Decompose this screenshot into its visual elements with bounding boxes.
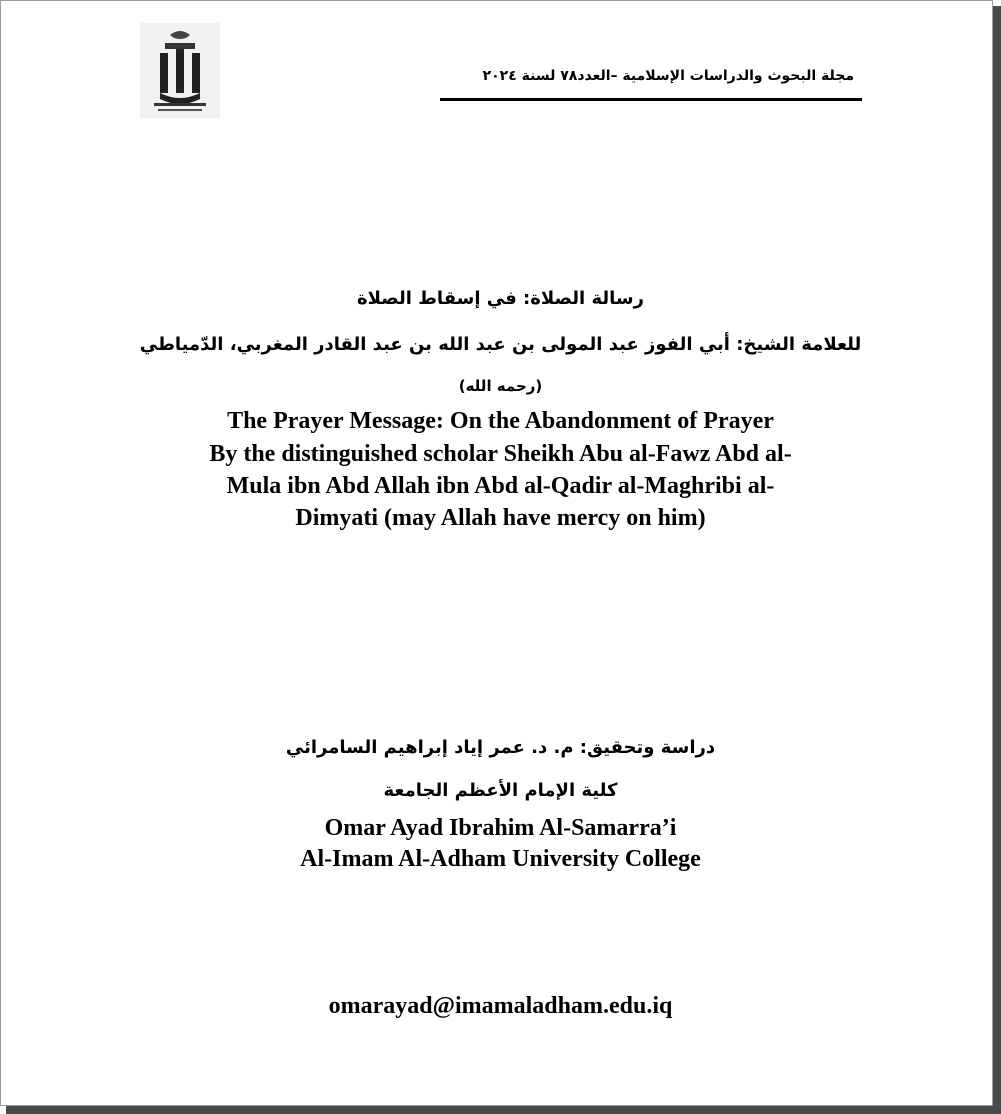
title-ar-line3: (رحمه الله): [458, 377, 543, 395]
author-ar-line2: كلية الإمام الأعظم الجامعة: [383, 780, 618, 801]
title-en-line3: Mula ibn Abd Allah ibn Abd al-Qadir al-Maghribi al-: [226, 473, 775, 499]
title-ar-line1: رسالة الصلاة: في إسقاط الصلاة: [357, 288, 644, 309]
title-en-line4: Dimyati (may Allah have mercy on him): [295, 505, 706, 531]
journal-header-text: مجلة البحوث والدراسات الإسلامية –العدد٧٨ لسنة ٢٠٢٤: [482, 68, 854, 84]
author-email[interactable]: omarayad@imamaladham.edu.iq: [328, 993, 673, 1019]
title-en-line2: By the distinguished scholar Sheikh Abu al-Fawz Abd al-: [209, 441, 792, 467]
journal-logo: [140, 23, 220, 118]
page-shadow-right: [993, 6, 1001, 1114]
author-en-name: Omar Ayad Ibrahim Al-Samarra’i: [324, 815, 677, 841]
journal-header: [440, 66, 862, 101]
title-en-line1: The Prayer Message: On the Abandonment of Prayer: [227, 408, 774, 434]
author-ar-line1: دراسة وتحقيق: م. د. عمر إياد إبراهيم السامرائي: [285, 737, 716, 758]
author-en-affiliation: Al-Imam Al-Adham University College: [300, 846, 701, 872]
title-ar-line2: للعلامة الشيخ: أبي الفوز عبد المولى بن عبد الله بن عبد القادر المغربي، الدّمياطي: [139, 334, 862, 355]
page-shadow-bottom: [6, 1106, 1001, 1114]
